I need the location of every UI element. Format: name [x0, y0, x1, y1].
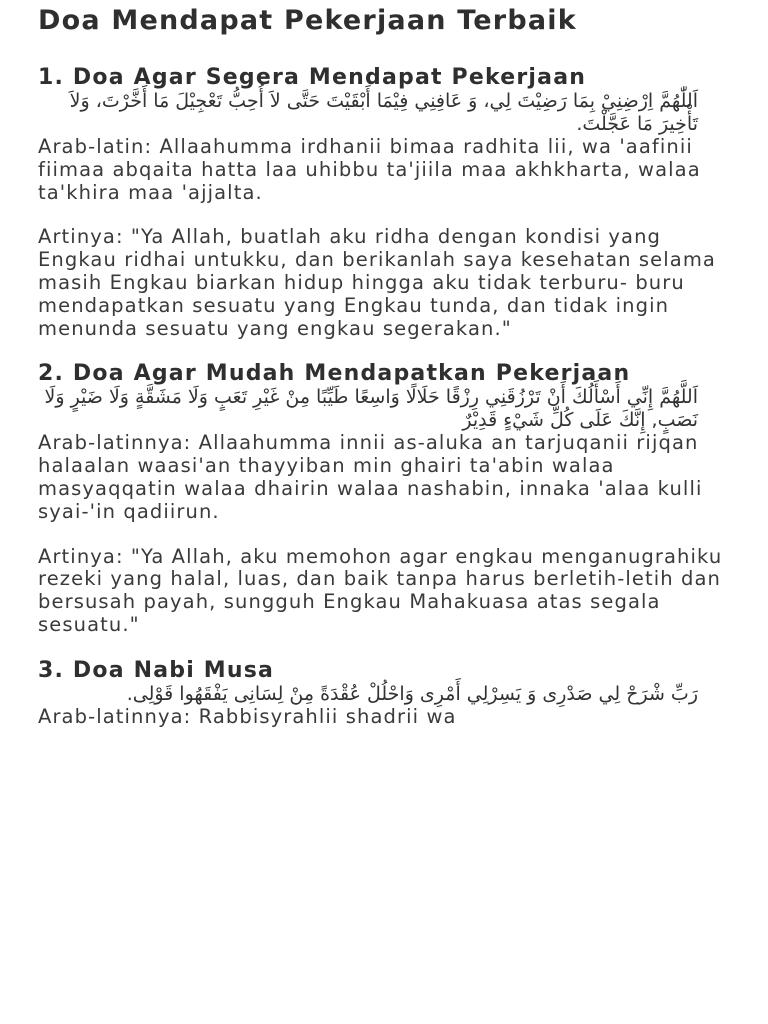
latin-transliteration: Arab-latin: Allaahumma irdhanii bimaa radhita lii, wa 'aafinii fiimaa abqaita hatta laa uhibbu ta'jiila maa akhkharta, walaa ta'khira maa 'ajjalta.	[38, 135, 701, 204]
article	[38, 0, 738, 729]
latin-transliteration: Arab-latinnya: Rabbisyrahlii shadrii wa	[38, 704, 457, 728]
arabic-text: رَبِّ شْرَحْ لِي صَدْرِى وَ يَسِرْلِي أَمْرِى وَاحْلُلْ عُقْدَةً مِنْ لِسَانِى يَفْقَهُوا قَوْلِى.	[126, 682, 698, 705]
latin-transliteration: Arab-latinnya: Allaahumma innii as-aluka an tarjuqanii rijqan halaalan waasi'an thayyiban min ghairi ta'abin walaa masyaqqatin walaa dhairin walaa nashabin, innaka 'alaa kulli syai-'in qadiirun.	[38, 431, 703, 523]
meaning-text: Artinya: "Ya Allah, buatlah aku ridha dengan kondisi yang Engkau ridhai untukku, dan berikanlah saya kesehatan selama masih Engkau biarkan hidup hingga aku tidak terburu- buru mendapatkan sesuatu yang Engkau tunda, dan tidak ingin menunda sesuatu yang engkau segerakan."	[38, 225, 716, 340]
meaning-text: Artinya: "Ya Allah, aku memohon agar engkau menganugrahiku rezeki yang halal, luas, dan baik tanpa harus berletih-letih dan bersusah payah, sungguh Engkau Mahakuasa atas segala sesuatu."	[38, 544, 723, 636]
section-3	[38, 659, 738, 729]
section-heading: 2. Doa Agar Mudah Mendapatkan Pekerjaan	[38, 361, 631, 387]
section-1	[38, 66, 738, 340]
section-heading: 1. Doa Agar Segera Mendapat Pekerjaan	[38, 65, 587, 90]
page-title: Doa Mendapat Pekerjaan Terbaik	[38, 5, 577, 36]
section-heading: 3. Doa Nabi Musa	[38, 657, 275, 683]
arabic-text: اَللّٰهُمَّ اِرْضِنِيْ بِمَا رَضِيْتَ لِي، وَ عَافِنِي فِيْمَا أَبْقَيْتَ حَتَّى لاَ أُحِبُّ تَعْجِيْلَ مَا أَخَّرْتَ، وَلاَ تَأْخِيرَ مَا عَجَّلْتَ.	[69, 90, 698, 135]
arabic-text: اَللَّهُمَّ إِنِّي أَسْأَلُكَ أَنْ تَرْزُقَنِي رِزْقًا حَلَالًا وَاسِعًا طَيِّبًا مِنْ غَيْرِ تَعَبٍ وَلَا مَشَقَّةٍ وَلَا ضَيْرٍ وَلَا نَصَبٍ, إِنَّكَ عَلَى كُلِّ شَيْءٍ قَدِيْرٌ	[44, 386, 698, 432]
section-2	[38, 362, 738, 636]
